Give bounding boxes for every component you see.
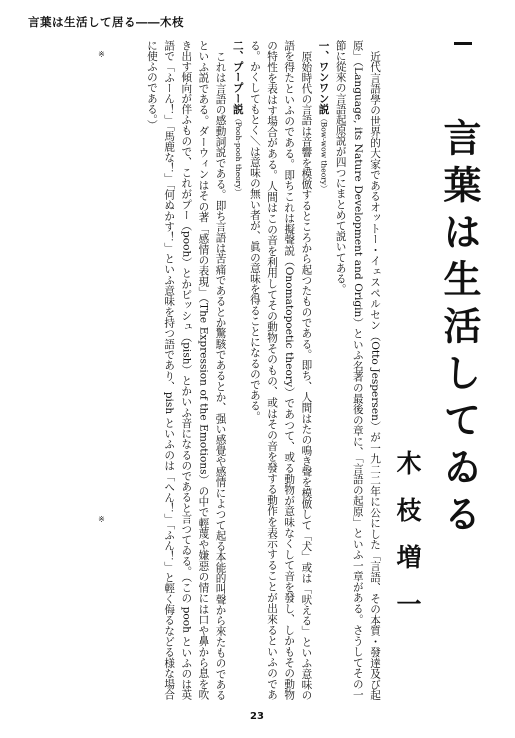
intro-paragraph: 近代言語學の世界的大家であるオットー・イェスペルセン（Otto Jespersen）が一九二二年に公にした「言語、その本質・發達及び起原」（Language, its Nature Development and Origin）といふ名著の最後の章に、「言語の起原」といふ一章がある。さうしてその一節に從來の言語起原説が四つにまとめて説いてある。 [334, 40, 381, 700]
section-heading-annotation: （Pooh-pooh theory） [233, 114, 243, 197]
article-title: 言葉は生活してゐる [437, 118, 482, 541]
section-heading-pooh-pooh [229, 40, 246, 700]
section-heading-bow-wow [314, 40, 331, 700]
margin-mark: ※ [97, 515, 106, 524]
section-paragraph-pooh-pooh: これは言語の感動詞説である。即ち言語は苦痛であるとか驚駭であるとか、强い感覺や感情によつて起る本能的叫聲から來たものであるといふ説である。ダーウィンはその著「感情の表現」（The Expression of the Emotions）の中で輕蔑や嫌惡の情には口や鼻から息を吹き出す傾向が伴ふもので、これがプー（pooh）とかピッシュ（pish）とかいふ音になるのであると言つてゐる。（この pooh といふのは英語で「ふーん！」「馬鹿な！」「何ぬかす！」といふ意味を持つ語であり、pish といふのは「へん！」「ふん！」と輕く侮るなどる様な場合に使ふのである。） [145, 40, 227, 700]
author-name: 木枝増一 [393, 450, 422, 638]
article-body [73, 40, 383, 700]
margin-mark: ※ [97, 50, 106, 59]
section-heading-label: 一、ワンワン説 [317, 40, 330, 115]
title-mark [454, 42, 472, 45]
page-number: 23 [250, 711, 264, 722]
section-heading-annotation: （Bow-wow theory） [319, 114, 329, 193]
section-paragraph-bow-wow: 原始時代の言語は音響を模倣するところから起つたものである。即ち、人間はたの鳴き聲を模倣して「犬」或は「吠える」といふ意味の語を得たといふのである。即ちこれは擬聲説（Onomatopoetic theory）であつて、或る動物が意味なくして音を發し、しかもその動物の特性を表はす場合がある。人間はこの音を利用してその動物そのもの、或はその音を發する動作を表示することが出來るといふのである。かくしてもとく＼は意味の無い者が、眞の意味を得ることになるのである。 [248, 40, 313, 700]
section-heading-label: 二、プープー説 [231, 40, 244, 115]
running-header: 言葉は生活して居る――木枝 [28, 15, 184, 29]
